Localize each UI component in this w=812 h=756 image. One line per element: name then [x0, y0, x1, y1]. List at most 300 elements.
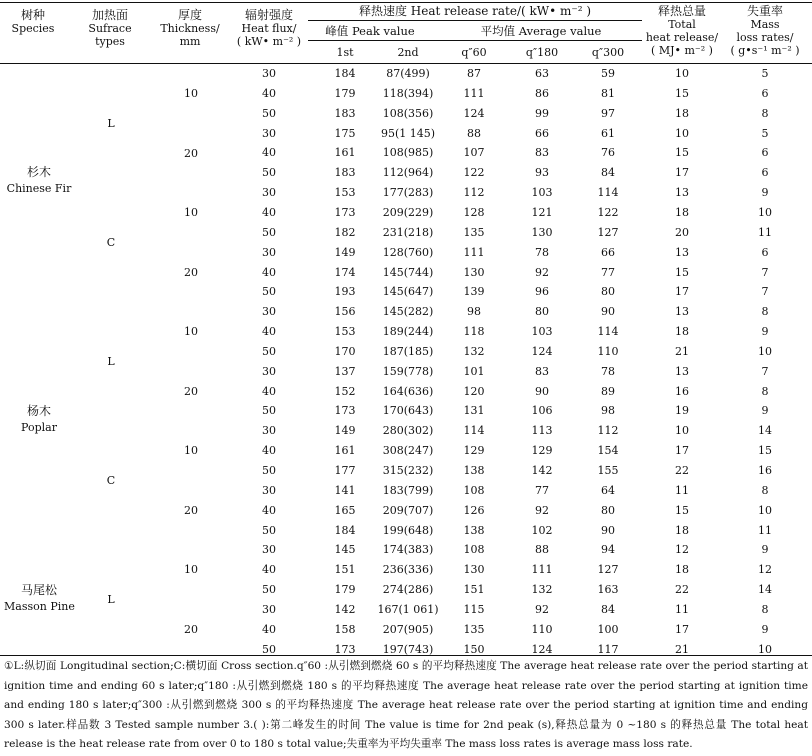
q300-cell: 154 [597, 444, 619, 458]
peak1-cell: 174 [334, 265, 356, 279]
peak2-cell: 118(394) [382, 86, 434, 100]
q60-cell: 131 [463, 404, 485, 418]
peak1-cell: 183 [334, 166, 356, 180]
peak1-cell: 183 [334, 106, 356, 120]
q60-cell: 138 [463, 523, 485, 537]
thr-cell: 13 [675, 364, 689, 378]
hrr-subrule [308, 20, 642, 21]
mlr-cell: 6 [761, 86, 769, 100]
q180-cell: 86 [535, 86, 549, 100]
header-mlr-en3: ( g•s⁻¹ m⁻² ) [730, 44, 800, 57]
peak1-cell: 165 [334, 503, 356, 517]
peak1-cell: 175 [334, 126, 356, 140]
peak2-cell: 207(905) [382, 622, 434, 636]
q180-cell: 66 [535, 126, 549, 140]
flux-cell: 40 [262, 444, 276, 458]
q60-cell: 118 [463, 325, 485, 339]
q300-cell: 61 [601, 126, 615, 140]
header-thr-zh: 释热总量 [657, 4, 706, 18]
q300-cell: 127 [597, 563, 619, 577]
flux-cell: 50 [262, 404, 276, 418]
thr-cell: 21 [675, 344, 689, 358]
q300-cell: 81 [601, 86, 615, 100]
q60-cell: 128 [463, 205, 485, 219]
flux-cell: 40 [262, 503, 276, 517]
thr-cell: 15 [675, 146, 689, 160]
peak2-cell: 159(778) [382, 364, 434, 378]
thr-cell: 17 [675, 285, 689, 299]
flux-cell: 50 [262, 106, 276, 120]
q60-cell: 126 [463, 503, 485, 517]
q300-cell: 84 [601, 166, 615, 180]
peak2-cell: 308(247) [382, 444, 434, 458]
flux-cell: 50 [262, 166, 276, 180]
species-zh: 杉木 [26, 165, 51, 179]
flux-cell: 50 [262, 285, 276, 299]
peak2-cell: 189(244) [382, 325, 434, 339]
q60-cell: 88 [467, 126, 481, 140]
surface-label: L [107, 593, 115, 606]
surface-label: C [106, 236, 116, 249]
peak1-cell: 149 [334, 245, 356, 259]
flux-cell: 40 [262, 384, 276, 398]
header-species-zh: 树种 [20, 8, 45, 22]
thr-cell: 15 [675, 86, 689, 100]
q300-cell: 110 [597, 344, 619, 358]
peak2-cell: 209(229) [382, 205, 434, 219]
mlr-cell: 8 [761, 305, 769, 319]
mlr-cell: 9 [761, 622, 769, 636]
header-flux-en2: ( kW• m⁻² ) [236, 35, 302, 48]
q300-cell: 64 [601, 483, 615, 497]
q60-cell: 135 [463, 225, 485, 239]
mlr-cell: 11 [758, 523, 772, 537]
peak1-cell: 158 [334, 622, 356, 636]
flux-cell: 30 [262, 483, 276, 497]
q300-cell: 114 [597, 325, 619, 339]
thr-cell: 11 [675, 483, 689, 497]
surface-label: L [107, 117, 115, 130]
thr-cell: 17 [675, 166, 689, 180]
q300-cell: 94 [601, 543, 615, 557]
flux-cell: 40 [262, 325, 276, 339]
q60-cell: 112 [463, 186, 485, 200]
thr-cell: 17 [675, 622, 689, 636]
peak1-cell: 182 [334, 225, 356, 239]
flux-cell: 40 [262, 622, 276, 636]
q180-cell: 111 [531, 563, 553, 577]
thr-cell: 22 [675, 464, 689, 477]
q180-cell: 90 [535, 384, 549, 398]
peak2-cell: 167(1 061) [377, 602, 439, 616]
peak1-cell: 173 [334, 404, 356, 418]
mlr-cell: 5 [761, 126, 769, 140]
thr-cell: 18 [675, 523, 689, 537]
thr-cell: 18 [675, 563, 689, 577]
thr-cell: 19 [675, 404, 689, 418]
mlr-cell: 11 [758, 225, 772, 239]
thr-cell: 10 [675, 424, 689, 438]
species-en: Masson Pine [4, 600, 75, 613]
peak2-cell: 108(985) [382, 146, 434, 160]
q60-cell: 150 [463, 642, 485, 656]
peak1-cell: 153 [334, 325, 356, 339]
thickness-label: 20 [184, 147, 198, 160]
q60-cell: 124 [463, 106, 485, 120]
mlr-cell: 7 [761, 364, 769, 378]
q300-cell: 77 [601, 265, 615, 279]
q300-cell: 155 [597, 464, 619, 477]
peak1-cell: 179 [334, 86, 356, 100]
peak1-cell: 184 [334, 523, 356, 537]
mlr-cell: 9 [761, 325, 769, 339]
q300-cell: 112 [597, 424, 619, 438]
q60-cell: 107 [463, 146, 485, 160]
q60-cell: 111 [463, 245, 485, 259]
q180-cell: 92 [535, 602, 549, 616]
q180-cell: 124 [531, 642, 553, 656]
q60-cell: 139 [463, 285, 485, 299]
thr-cell: 16 [675, 384, 689, 398]
header-q60: q″60 [461, 46, 487, 59]
mlr-cell: 8 [761, 602, 769, 616]
q60-cell: 130 [463, 563, 485, 577]
peak2-cell: 170(643) [382, 404, 434, 418]
q180-cell: 92 [535, 503, 549, 517]
peak1-cell: 142 [334, 602, 356, 616]
header-flux [234, 9, 304, 48]
q180-cell: 80 [535, 305, 549, 319]
q300-cell: 80 [601, 503, 615, 517]
flux-cell: 40 [262, 205, 276, 219]
mlr-cell: 8 [761, 384, 769, 398]
q180-cell: 129 [531, 444, 553, 458]
header-thr-en2: heat release/ [645, 31, 719, 44]
header-avg: 平均值 Average value [480, 24, 602, 38]
thr-cell: 22 [675, 583, 689, 597]
peak1-cell: 193 [334, 285, 356, 299]
peak2-cell: 280(302) [382, 424, 434, 438]
flux-cell: 50 [262, 464, 276, 477]
mlr-cell: 9 [761, 543, 769, 557]
header-mlr-en2: loss rates/ [736, 31, 794, 44]
thr-cell: 18 [675, 325, 689, 339]
header-mlr-en1: Mass [750, 18, 780, 31]
q180-cell: 130 [531, 225, 553, 239]
peak2-cell: 197(743) [382, 642, 434, 656]
mlr-cell: 8 [761, 106, 769, 120]
thr-cell: 12 [675, 543, 689, 557]
q300-cell: 66 [601, 245, 615, 259]
peak-avg-subrule [308, 40, 642, 41]
peak1-cell: 137 [334, 364, 356, 378]
q60-cell: 122 [463, 166, 485, 180]
thr-cell: 13 [675, 305, 689, 319]
q180-cell: 103 [531, 325, 553, 339]
peak2-cell: 112(964) [382, 166, 434, 180]
mlr-cell: 10 [758, 344, 772, 358]
q300-cell: 84 [601, 602, 615, 616]
q300-cell: 100 [597, 622, 619, 636]
flux-cell: 40 [262, 563, 276, 577]
mlr-cell: 9 [761, 186, 769, 200]
flux-cell: 40 [262, 265, 276, 279]
peak1-cell: 151 [334, 563, 356, 577]
q300-cell: 90 [601, 305, 615, 319]
header-surface-en1: Sufrace [88, 22, 132, 35]
thr-cell: 11 [675, 602, 689, 616]
peak1-cell: 161 [334, 146, 356, 160]
q60-cell: 111 [463, 86, 485, 100]
mlr-cell: 6 [761, 245, 769, 259]
q60-cell: 132 [463, 344, 485, 358]
mlr-cell: 8 [761, 483, 769, 497]
peak2-cell: 174(383) [382, 543, 434, 557]
mlr-cell: 10 [758, 205, 772, 219]
q60-cell: 129 [463, 444, 485, 458]
mlr-cell: 10 [758, 503, 772, 517]
mlr-cell: 9 [761, 404, 769, 418]
flux-cell: 30 [262, 186, 276, 200]
q180-cell: 96 [535, 285, 549, 299]
q60-cell: 138 [463, 464, 485, 477]
thickness-label: 10 [184, 206, 198, 219]
q180-cell: 63 [535, 67, 549, 80]
peak1-cell: 173 [334, 642, 356, 656]
thr-cell: 18 [675, 106, 689, 120]
q180-cell: 132 [531, 583, 553, 597]
mlr-cell: 14 [758, 424, 772, 438]
species-label-1 [4, 405, 74, 434]
header-flux-en1: Heat flux/ [241, 22, 297, 35]
peak2-cell: 177(283) [382, 186, 434, 200]
header-flux-zh: 辐射强度 [244, 8, 293, 22]
flux-cell: 50 [262, 523, 276, 537]
header-species [4, 9, 62, 35]
peak2-cell: 145(282) [382, 305, 434, 319]
q300-cell: 97 [601, 106, 615, 120]
header-q180: q″180 [525, 46, 559, 59]
header-peak-1st: 1st [336, 46, 354, 59]
species-label-0 [4, 166, 74, 195]
thickness-label: 20 [184, 504, 198, 517]
mlr-cell: 5 [761, 67, 769, 80]
thr-cell: 13 [675, 245, 689, 259]
peak1-cell: 145 [334, 543, 356, 557]
q300-cell: 117 [597, 642, 619, 656]
surface-label: C [106, 474, 116, 487]
species-zh: 杨木 [26, 404, 51, 418]
q300-cell: 163 [597, 583, 619, 597]
thr-cell: 10 [675, 126, 689, 140]
q180-cell: 93 [535, 166, 549, 180]
species-en: Poplar [21, 421, 57, 434]
q180-cell: 92 [535, 265, 549, 279]
footnote: ①L:纵切面 Longitudinal section;C:横切面 Cross section.q″60 :从引燃到燃烧 60 s 的平均释热速度 The average heat release rate over the period starting at ignition time and ending 60 s later;q″180 :从引燃到燃烧 180 s 的平均释热速度 The average heat release rate over the period starting at ignition time and ending 180 s later;q″300 :从引燃到燃烧 300 s 的平均释热速度 The average heat release rate over the period starting at ignition time and ending 300 s later.样品数 3 Tested sample number 3.( ):第二峰发生的时间 The value is time for 2nd peak (s),释热总量为 0 ~180 s 的释热总量 The total heat release is the heat release rate from over 0 to 180 s total value;失重率为平均失重率 The mass loss rates is average mass loss rate. [4, 660, 808, 751]
header-thr-en1: Total [668, 18, 696, 31]
q300-cell: 80 [601, 285, 615, 299]
mlr-cell: 15 [758, 444, 772, 458]
peak2-cell: 209(707) [382, 503, 434, 517]
flux-cell: 40 [262, 86, 276, 100]
peak2-cell: 183(799) [382, 483, 434, 497]
q180-cell: 83 [535, 146, 549, 160]
peak1-cell: 179 [334, 583, 356, 597]
q180-cell: 113 [531, 424, 553, 438]
thickness-label: 10 [184, 444, 198, 457]
header-surface-en2: types [95, 35, 125, 48]
header-thickness-zh: 厚度 [177, 8, 202, 22]
q60-cell: 114 [463, 424, 485, 438]
q300-cell: 122 [597, 205, 619, 219]
thickness-label: 20 [184, 623, 198, 636]
peak1-cell: 141 [334, 483, 356, 497]
flux-cell: 50 [262, 344, 276, 358]
q300-cell: 78 [601, 364, 615, 378]
peak2-cell: 145(744) [382, 265, 434, 279]
q180-cell: 106 [531, 404, 553, 418]
header-peak: 峰值 Peak value [325, 24, 415, 38]
species-label-2 [4, 584, 74, 613]
flux-cell: 30 [262, 543, 276, 557]
q60-cell: 87 [467, 67, 481, 80]
thr-cell: 18 [675, 205, 689, 219]
flux-cell: 30 [262, 424, 276, 438]
header-thickness [156, 9, 224, 48]
header-thr-en3: ( MJ• m⁻² ) [651, 44, 713, 57]
header-thickness-en2: mm [179, 35, 201, 48]
q180-cell: 88 [535, 543, 549, 557]
flux-cell: 30 [262, 245, 276, 259]
q300-cell: 127 [597, 225, 619, 239]
mlr-cell: 6 [761, 166, 769, 180]
header-species-en: Species [11, 22, 55, 35]
peak2-cell: 95(1 145) [380, 126, 436, 140]
header-mlr [722, 5, 808, 57]
mlr-cell: 10 [758, 642, 772, 656]
flux-cell: 50 [262, 225, 276, 239]
flux-cell: 30 [262, 364, 276, 378]
thr-cell: 17 [675, 444, 689, 458]
peak2-cell: 128(760) [382, 245, 434, 259]
flux-cell: 30 [262, 602, 276, 616]
thr-cell: 20 [675, 225, 689, 239]
q60-cell: 98 [467, 305, 481, 319]
mlr-cell: 7 [761, 265, 769, 279]
mlr-cell: 16 [758, 464, 772, 477]
q180-cell: 102 [531, 523, 553, 537]
q60-cell: 108 [463, 543, 485, 557]
species-en: Chinese Fir [6, 182, 72, 195]
peak1-cell: 153 [334, 186, 356, 200]
q300-cell: 89 [601, 384, 615, 398]
q60-cell: 115 [463, 602, 485, 616]
peak2-cell: 231(218) [382, 225, 434, 239]
flux-cell: 30 [262, 305, 276, 319]
peak1-cell: 184 [334, 67, 356, 80]
q180-cell: 77 [535, 483, 549, 497]
q60-cell: 101 [463, 364, 485, 378]
thickness-label: 20 [184, 266, 198, 279]
header-mlr-zh: 失重率 [746, 4, 783, 18]
peak2-cell: 315(232) [382, 464, 434, 477]
header-surface [80, 9, 140, 48]
peak2-cell: 236(336) [382, 563, 434, 577]
q300-cell: 114 [597, 186, 619, 200]
q60-cell: 135 [463, 622, 485, 636]
thr-cell: 21 [675, 642, 689, 656]
peak1-cell: 161 [334, 444, 356, 458]
q180-cell: 78 [535, 245, 549, 259]
peak2-cell: 108(356) [382, 106, 434, 120]
peak2-cell: 164(636) [382, 384, 434, 398]
species-zh: 马尾松 [20, 583, 57, 597]
peak1-cell: 152 [334, 384, 356, 398]
q180-cell: 110 [531, 622, 553, 636]
q60-cell: 108 [463, 483, 485, 497]
flux-cell: 50 [262, 583, 276, 597]
surface-label: L [107, 355, 115, 368]
mlr-cell: 7 [761, 285, 769, 299]
mlr-cell: 14 [758, 583, 772, 597]
q300-cell: 98 [601, 404, 615, 418]
peak1-cell: 156 [334, 305, 356, 319]
q180-cell: 99 [535, 106, 549, 120]
thr-cell: 15 [675, 265, 689, 279]
header-thr [644, 5, 720, 57]
mlr-cell: 12 [758, 563, 772, 577]
peak1-cell: 149 [334, 424, 356, 438]
flux-cell: 30 [262, 126, 276, 140]
header-bottom-rule [0, 63, 812, 64]
peak2-cell: 145(647) [382, 285, 434, 299]
thr-cell: 13 [675, 186, 689, 200]
q60-cell: 130 [463, 265, 485, 279]
q300-cell: 59 [601, 67, 615, 80]
header-thickness-en1: Thickness/ [160, 22, 220, 35]
peak1-cell: 173 [334, 205, 356, 219]
q180-cell: 124 [531, 344, 553, 358]
header-peak-2nd: 2nd [397, 46, 419, 59]
peak1-cell: 170 [334, 344, 356, 358]
peak2-cell: 199(648) [382, 523, 434, 537]
q60-cell: 151 [463, 583, 485, 597]
peak1-cell: 177 [334, 464, 356, 477]
peak2-cell: 274(286) [382, 583, 434, 597]
flux-cell: 40 [262, 146, 276, 160]
mlr-cell: 6 [761, 146, 769, 160]
top-rule [0, 2, 812, 3]
header-q300: q″300 [591, 46, 625, 59]
peak2-cell: 87(499) [386, 67, 430, 80]
flux-cell: 50 [262, 642, 276, 656]
thickness-label: 10 [184, 325, 198, 338]
q180-cell: 142 [531, 464, 553, 477]
q180-cell: 83 [535, 364, 549, 378]
thr-cell: 10 [675, 67, 689, 80]
thickness-label: 10 [184, 87, 198, 100]
q300-cell: 90 [601, 523, 615, 537]
flux-cell: 30 [262, 67, 276, 80]
peak2-cell: 187(185) [382, 344, 434, 358]
q180-cell: 121 [531, 205, 553, 219]
q60-cell: 120 [463, 384, 485, 398]
thr-cell: 15 [675, 503, 689, 517]
header-hrr-title: 释热速度 Heat release rate/( kW• m⁻² ) [358, 4, 592, 18]
thickness-label: 10 [184, 563, 198, 576]
thickness-label: 20 [184, 385, 198, 398]
q300-cell: 76 [601, 146, 615, 160]
